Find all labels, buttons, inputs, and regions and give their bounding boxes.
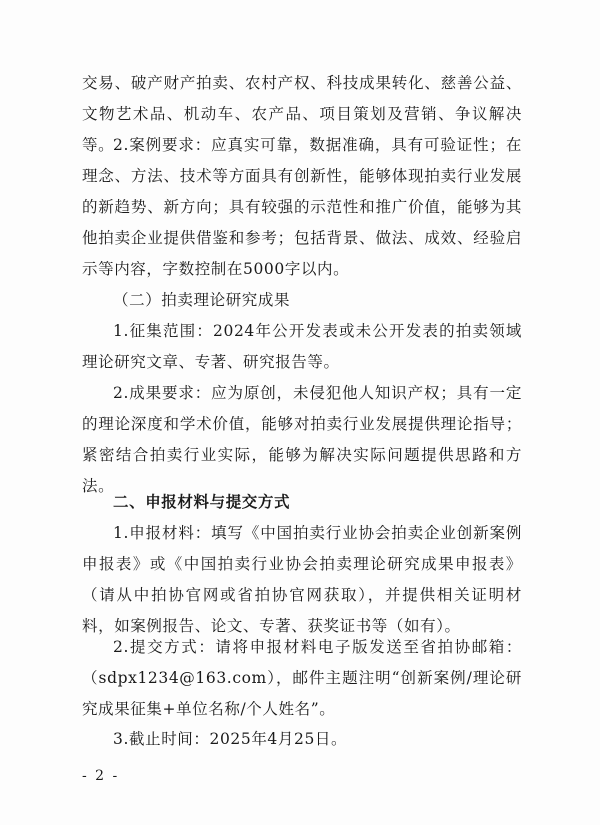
page-number: - 2 -: [82, 768, 120, 784]
paragraph-application-materials: 1.申报材料：填写《中国拍卖行业协会拍卖企业创新案例申报表》或《中国拍卖行业协会拍卖理论研究成果申报表》（请从中拍协官网或省拍协官网获取），并提供相关证明材料，如案例报告、论文、专著、获奖证书等（如有）。: [82, 524, 522, 635]
paragraph-case-requirements: 2.案例要求：应真实可靠，数据准确，具有可验证性；在理念、方法、技术等方面具有创新性，能够体现拍卖行业发展的新趋势、新方向；具有较强的示范性和推广价值，能够为其他拍卖企业提供借鉴和参考；包括背景、做法、成效、经验启示等内容，字数控制在5000字以内。: [82, 136, 522, 278]
paragraph-collection-scope: 1.征集范围：2024年公开发表或未公开发表的拍卖领域理论研究文章、专著、研究报告等。: [82, 322, 522, 371]
section-heading-materials-submission: 二、申报材料与提交方式: [113, 493, 291, 511]
paragraph-results-requirements: 2.成果要求：应为原创，未侵犯他人知识产权；具有一定的理论深度和学术价值，能够对拍卖行业发展提供理论指导；紧密结合拍卖行业实际，能够为解决实际问题提供思路和方法。: [82, 384, 522, 495]
paragraph-deadline: 3.截止时间：2025年4月25日。: [113, 730, 348, 748]
section-heading-theory-results: （二）拍卖理论研究成果: [113, 291, 291, 309]
paragraph-submission-method: 2.提交方式：请将申报材料电子版发送至省拍协邮箱：（sdpx1234@163.com），邮件主题注明“创新案例/理论研究成果征集+单位名称/个人姓名”。: [82, 638, 522, 718]
paragraph-scope-continued: 交易、破产财产拍卖、农村产权、科技成果转化、慈善公益、文物艺术品、机动车、农产品、项目策划及营销、争议解决等。: [82, 74, 522, 154]
